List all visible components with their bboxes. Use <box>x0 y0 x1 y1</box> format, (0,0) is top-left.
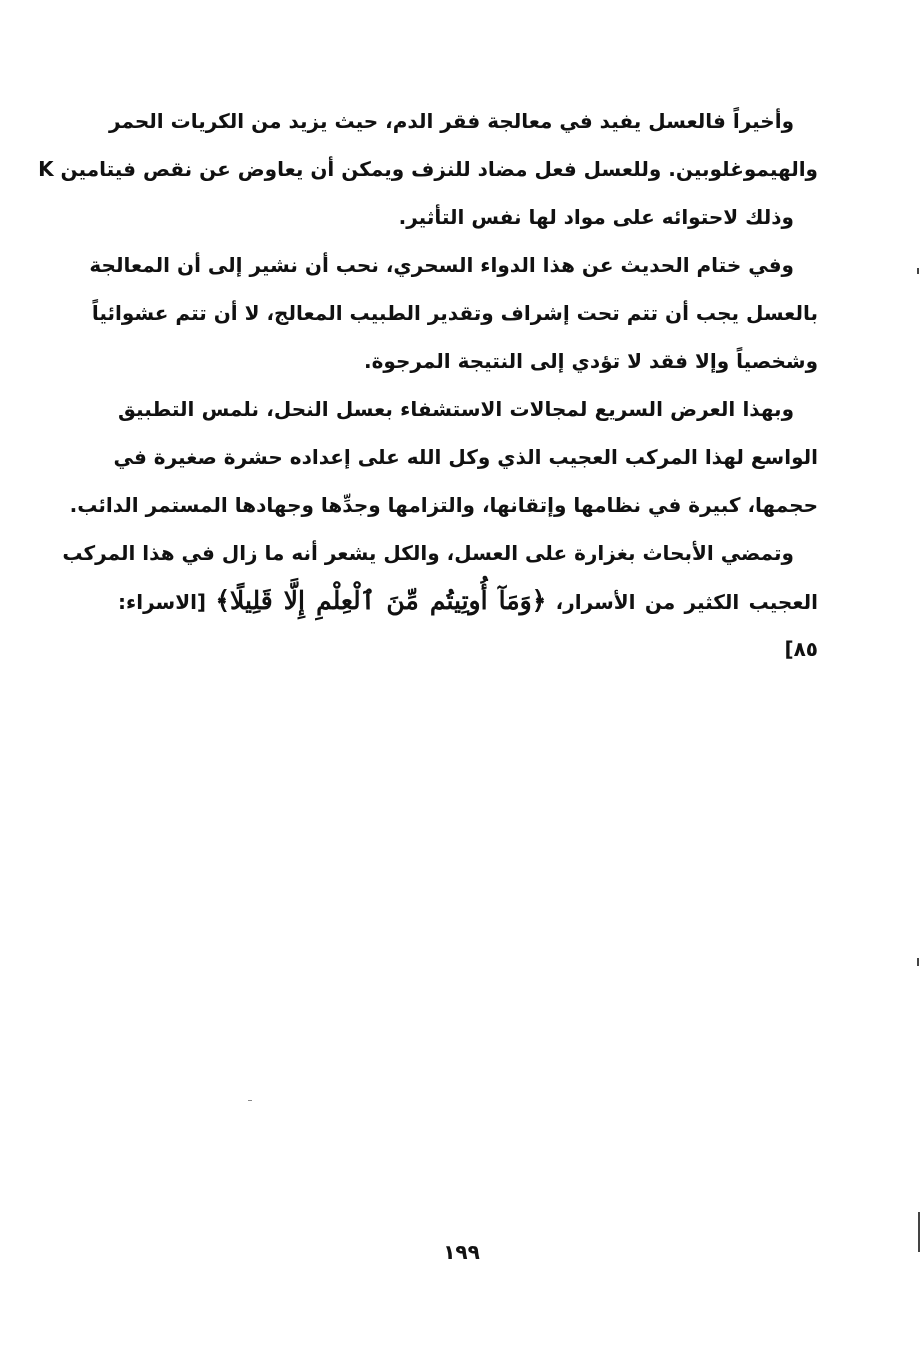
scan-artifact <box>917 268 919 274</box>
text-line: بالعسل يجب أن تتم تحت إشراف وتقدير الطبيب المعالج، لا أن تتم عشوائياً <box>91 301 818 325</box>
paragraph-anemia <box>38 97 818 241</box>
page-number: ١٩٩ <box>443 1240 480 1264</box>
paragraph-conclusion <box>89 241 818 385</box>
text-line: وشخصياً وإلا فقد لا تؤدي إلى النتيجة المرجوة. <box>364 349 818 373</box>
paragraph-research <box>62 529 819 673</box>
text-line: وأخيراً فالعسل يفيد في معالجة فقر الدم، حيث يزيد من الكريات الحمر <box>109 109 794 133</box>
text-line-with-verse <box>118 577 818 625</box>
text-line: وذلك لاحتوائه على مواد لها نفس التأثير. <box>398 205 794 229</box>
scan-artifact <box>917 958 919 966</box>
text-fragment: العجيب الكثير من الأسرار، <box>555 590 819 614</box>
text-line: وتمضي الأبحاث بغزارة على العسل، والكل يشعر أنه ما زال في هذا المركب <box>62 541 794 565</box>
verse-reference-number: ٨٥] <box>784 637 818 661</box>
text-line: الواسع لهذا المركب العجيب الذي وكل الله على إعداده حشرة صغيرة في <box>113 445 818 469</box>
quran-verse: ﴿وَمَآ أُوتِيتُم مِّنَ ٱلْعِلْمِ إِلَّا قَلِيلًا﴾ <box>215 586 547 615</box>
verse-reference: [الاسراء: <box>118 590 207 614</box>
paragraph-bee-summary <box>69 385 818 529</box>
scan-artifact <box>918 1212 920 1252</box>
text-line: وفي ختام الحديث عن هذا الدواء السحري، نحب أن نشير إلى أن المعالجة <box>89 253 794 277</box>
text-line: حجمها، كبيرة في نظامها وإتقانها، والتزامها وجدِّها وجهادها المستمر الدائب. <box>69 493 818 517</box>
text-line: وبهذا العرض السريع لمجالات الاستشفاء بعسل النحل، نلمس التطبيق <box>118 397 794 421</box>
text-line: والهيموغلوبين. وللعسل فعل مضاد للنزف ويمكن أن يعاوض عن نقص فيتامين K <box>38 157 818 181</box>
scan-artifact <box>248 1100 252 1101</box>
